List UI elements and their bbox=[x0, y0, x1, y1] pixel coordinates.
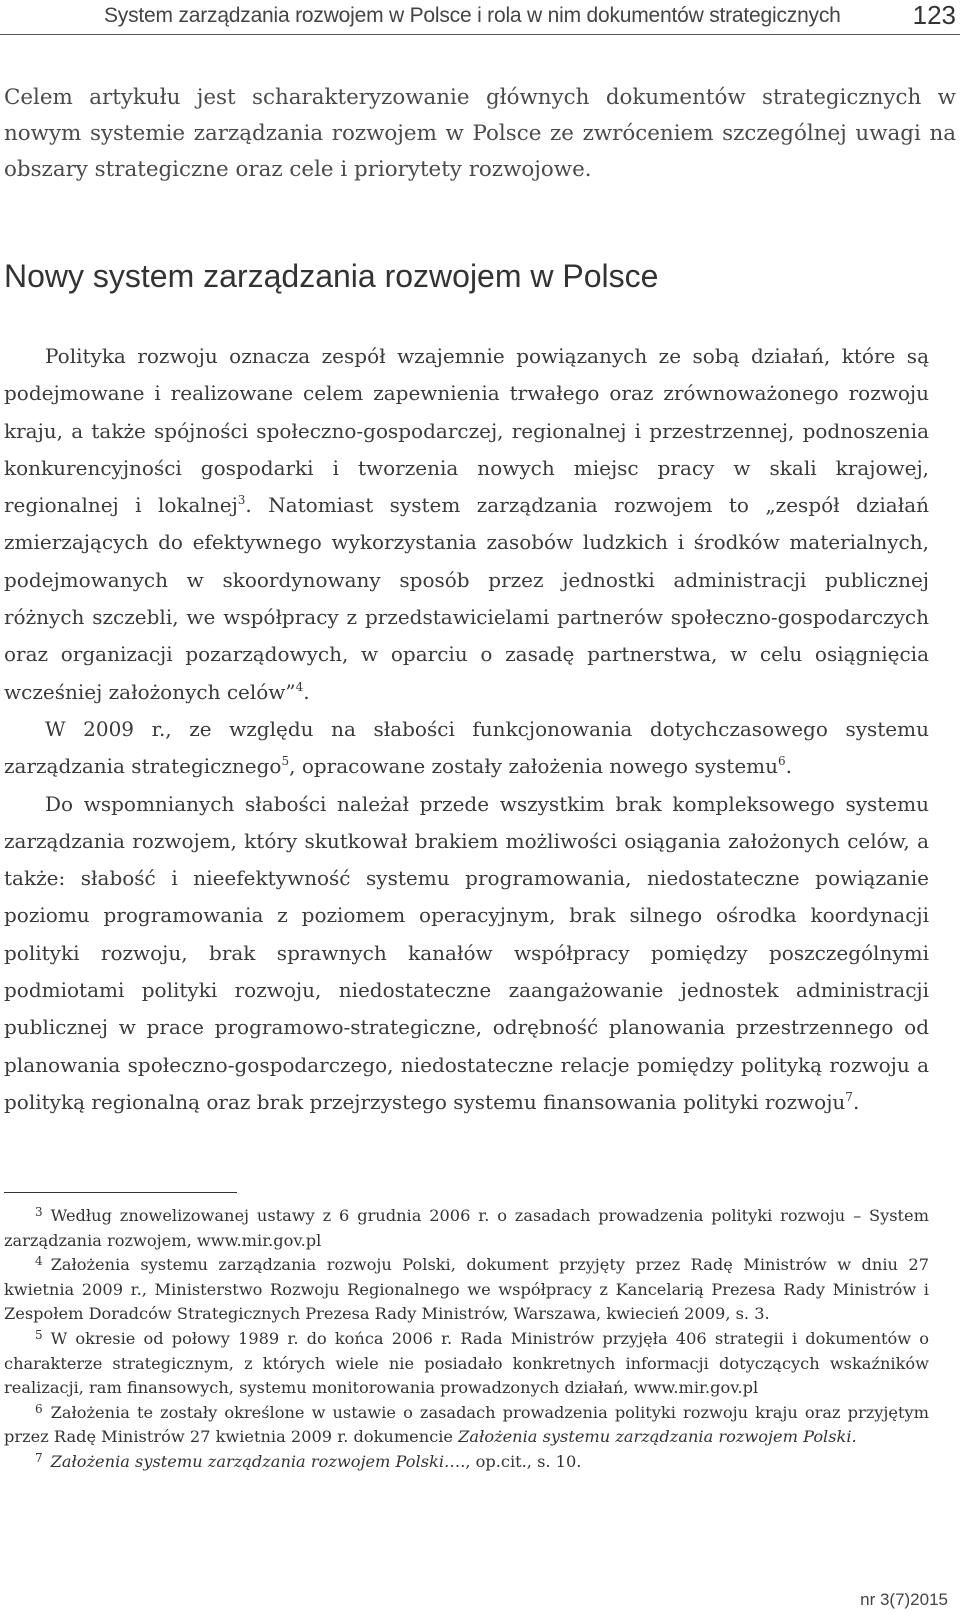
footnote-number: 3 bbox=[35, 1205, 43, 1219]
footnote-4 bbox=[4, 1253, 929, 1327]
section-heading: Nowy system zarządzania rozwojem w Polsce bbox=[4, 258, 659, 294]
footnote-ref-3: 3 bbox=[237, 493, 246, 508]
paragraph-2-part-c: . bbox=[785, 754, 792, 779]
footnote-text: …., op.cit., s. 10. bbox=[444, 1451, 582, 1471]
paragraph-3-part-b: . bbox=[852, 1089, 860, 1114]
issue-label: nr 3(7)2015 bbox=[860, 1590, 948, 1609]
paragraph-2 bbox=[4, 711, 929, 786]
paragraph-2-part-b: , opracowane zostały założenia nowego systemu bbox=[289, 754, 778, 779]
body-text bbox=[4, 338, 929, 1121]
running-title: System zarządzania rozwojem w Polsce i rola w nim dokumentów strategicznych bbox=[104, 4, 841, 27]
running-header bbox=[0, 0, 960, 35]
footnote-number: 5 bbox=[35, 1327, 43, 1342]
paragraph-1-part-b: . Natomiast system zarządzania rozwojem to „zespół działań zmierzających do efektywnego wykorzystania zasobów ludzkich i środków materialnych, podejmowanych w skoordynowany sposób przez jednostki administracji publicznej różnych szczebli, we współpracy z przedstawicielami partnerów społeczno-gospodarczych oraz organizacji pozarządowych, w oparciu o zasadę partnerstwa, w celu osiągnięcia wcześniej założonych celów” bbox=[4, 493, 929, 704]
paragraph-1-part-a: Polityka rozwoju oznacza zespół wzajemnie powiązanych ze sobą działań, które są podejmowane i realizowane celem zapewnienia trwałego oraz zrównoważonego rozwoju kraju, a także spójności społeczno-gospodarczej, regionalnej i przestrzennej, podnoszenia konkurencyjności gospodarki i tworzenia nowych miejsc pracy w skali krajowej, regionalnej i lokalnej bbox=[4, 344, 929, 518]
footnote-number: 6 bbox=[35, 1401, 43, 1416]
footnote-6 bbox=[4, 1401, 929, 1450]
footnote-divider bbox=[4, 1192, 237, 1193]
paragraph-3 bbox=[4, 786, 929, 1122]
paragraph-2-part-a: W 2009 r., ze względu na słabości funkcjonowania dotychczasowego systemu zarządzania strategicznego bbox=[4, 716, 929, 779]
footnote-ref-6: 6 bbox=[778, 754, 786, 769]
paragraph-1 bbox=[4, 338, 929, 711]
footnote-italic-title: Założenia systemu zarządzania rozwojem Polski. bbox=[458, 1427, 857, 1447]
footnote-ref-7: 7 bbox=[845, 1089, 853, 1104]
footnote-number: 7 bbox=[35, 1450, 43, 1465]
footnote-italic-title: Założenia systemu zarządzania rozwojem Polski bbox=[50, 1451, 445, 1471]
footnote-7 bbox=[4, 1450, 929, 1475]
paragraph-1-part-c: . bbox=[303, 679, 310, 704]
page-number: 123 bbox=[912, 0, 956, 30]
footnote-3 bbox=[4, 1204, 929, 1253]
footnote-ref-4: 4 bbox=[295, 679, 304, 694]
footnote-text: Założenia te zostały określone w ustawie o zasadach prowadzenia polityki rozwoju kraju oraz przyjętym przez Radę Ministrów 27 kwietnia 2009 r. dokumencie bbox=[4, 1402, 929, 1447]
intro-paragraph bbox=[4, 80, 956, 188]
footnote-text: Według znowelizowanej ustawy z 6 grudnia 2006 r. o zasadach prowadzenia polityki rozwoju – System zarządzania rozwojem, www.mir.gov.pl bbox=[4, 1206, 929, 1250]
footnote-text: W okresie od połowy 1989 r. do końca 2006 r. Rada Ministrów przyjęła 406 strategii i dokumentów o charakterze strategicznym, z których wiele nie posiadało konkretnych informacji dotyczących wskaźników realizacji, ram finansowych, systemu monitorowania prowadzonych działań, www.mir.gov.pl bbox=[4, 1328, 929, 1398]
paragraph-3-part-a: Do wspomnianych słabości należał przede wszystkim brak kompleksowego systemu zarządzania rozwojem, który skutkował brakiem możliwości osiągania założonych celów, a także: słabość i nieefektywność systemu programowania, niedostateczne powiązanie poziomu programowania z poziomem operacyjnym, brak silnego ośrodka koordynacji polityki rozwoju, brak sprawnych kanałów współpracy pomiędzy poszczególnymi podmiotami polityki rozwoju, niedostateczne zaangażowanie jednostek administracji publicznej w prace programowo-strategiczne, odrębność planowania przestrzennego od planowania społeczno-gospodarczego, niedostateczne relacje pomiędzy polityką rozwoju a polityką regionalną oraz brak przejrzystego systemu finansowania polityki rozwoju bbox=[4, 791, 929, 1114]
intro-text: Celem artykułu jest scharakteryzowanie głównych dokumentów strategicznych w nowym systemie zarządzania rozwojem w Polsce ze zwróceniem szczególnej uwagi na obszary strategiczne oraz cele i priorytety rozwojowe. bbox=[4, 85, 956, 182]
footnotes bbox=[4, 1204, 929, 1475]
footnote-5 bbox=[4, 1327, 929, 1401]
footnote-text: Założenia systemu zarządzania rozwoju Polski, dokument przyjęty przez Radę Ministrów w dniu 27 kwietnia 2009 r., Ministerstwo Rozwoju Regionalnego we współpracy z Kancelarią Prezesa Rady Ministrów i Zespołem Doradców Strategicznych Prezesa Rady Ministrów, Warszawa, kwiecień 2009, s. 3. bbox=[4, 1255, 929, 1324]
footnote-number: 4 bbox=[35, 1254, 43, 1269]
footnote-ref-5: 5 bbox=[281, 754, 290, 769]
